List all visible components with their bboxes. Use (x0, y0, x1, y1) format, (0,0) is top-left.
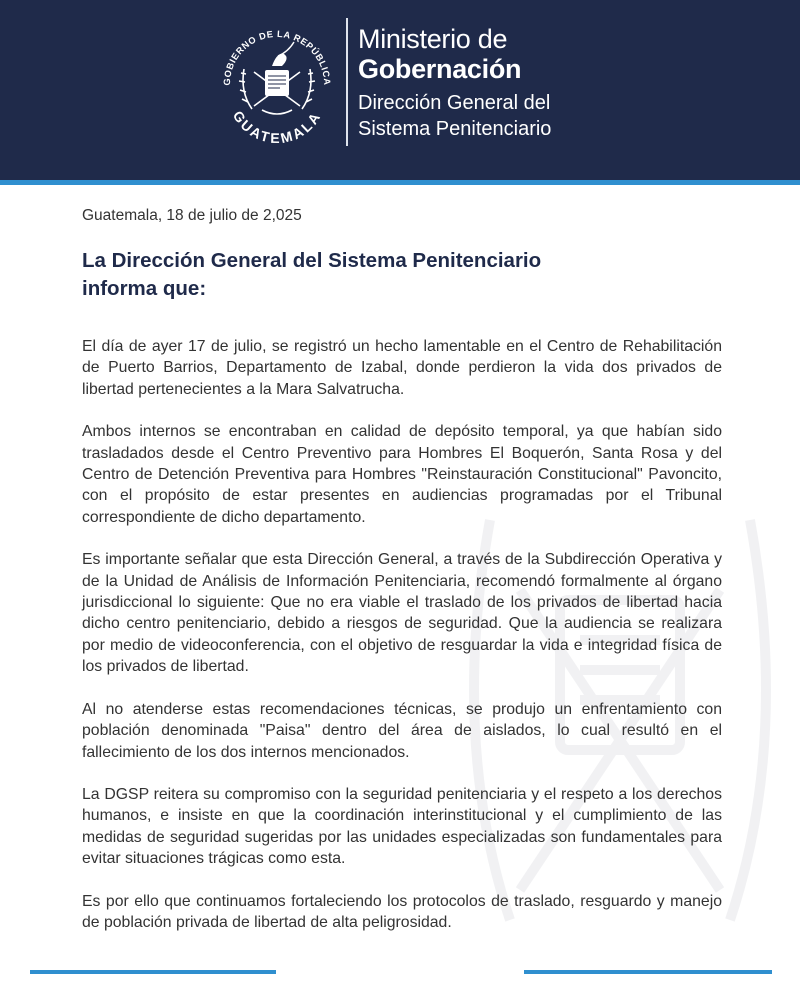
paragraph-5: La DGSP reitera su compromiso con la seguridad penitenciaria y el respeto a los derechos humanos, e insiste en que la coordinación interinstitucional y el cumplimiento de las medidas de seguridad sugeridas por las unidades especializadas son fundamentales para evitar situaciones trágicas como esta. (82, 785, 722, 868)
ministry-line-2: Gobernación (358, 54, 522, 84)
department-line-1: Dirección General del (358, 92, 551, 114)
paragraph-1: El día de ayer 17 de julio, se registró un hecho lamentable en el Centro de Rehabilitación de Puerto Barrios, Departamento de Izabal, donde perdieron la vida dos privados de libertad pertenecientes a la Mara Salvatrucha. (82, 338, 722, 398)
guatemala-seal-icon (212, 14, 342, 156)
header-divider (346, 18, 348, 146)
header-accent-stripe (0, 180, 800, 185)
paragraph-2: Ambos internos se encontraban en calidad de depósito temporal, ya que habían sido trasladados desde el Centro Preventivo para Hombres El Boquerón, Santa Rosa y del Centro de Detención Preventiva para Hombres "Reinstauración Constitucional" Pavoncito, con el propósito de estar presentes en audiencias programadas por el Tribunal correspondiente de dicho departamento. (82, 423, 722, 526)
paragraph-4: Al no atenderse estas recomendaciones técnicas, se produjo un enfrentamiento con población denominada "Paisa" dentro del área de aislados, lo cual resultó en el fallecimiento de los dos internos mencionados. (82, 700, 722, 761)
document-title (82, 247, 722, 303)
document-body (82, 205, 722, 954)
document-date: Guatemala, 18 de julio de 2,025 (82, 207, 302, 224)
ministry-line-1: Ministerio de (358, 24, 508, 54)
title-line-2: informa que: (82, 277, 207, 300)
seal-top-text: GOBIERNO DE LA REPÚBLICA (221, 28, 333, 86)
seal-bottom-text: GUATEMALA (229, 107, 325, 147)
department-line-2: Sistema Penitenciario (358, 118, 552, 140)
footer-line-left (30, 970, 276, 974)
ministry-name (358, 24, 551, 142)
header-banner (0, 0, 800, 180)
paragraph-6: Es por ello que continuamos fortaleciendo los protocolos de traslado, resguardo y manejo de población privada de libertad de alta peligrosidad. (82, 892, 722, 931)
footer-line-right (524, 970, 772, 974)
paragraph-3: Es importante señalar que esta Dirección General, a través de la Subdirección Operativa y de la Unidad de Análisis de Información Penitenciaria, recomendó formalmente al órgano jurisdiccional lo siguiente: Que no era viable el traslado de los privados de libertad hacia dicho centro penitenciario, debido a riesgos de seguridad. Que la audiencia se realizara por medio de videoconferencia, con el objetivo de resguardar la vida e integridad física de los privados de libertad. (82, 551, 722, 676)
title-line-1: La Dirección General del Sistema Penitenciario (82, 249, 542, 272)
